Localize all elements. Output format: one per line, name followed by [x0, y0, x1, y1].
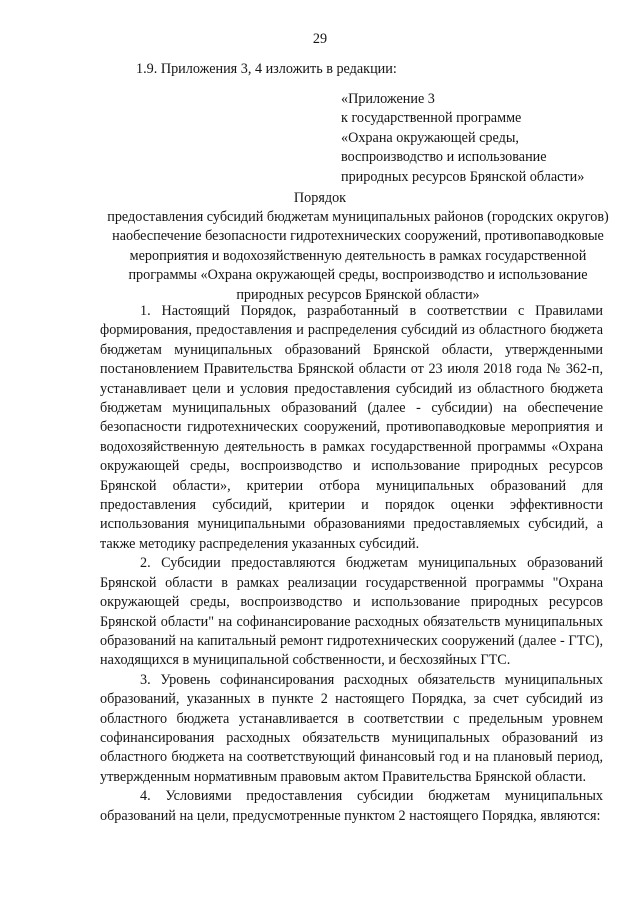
document-subtitle: предоставления субсидий бюджетам муниципальных районов (городских округов) наобеспечение безопасности гидротехнических сооружений, противопаводковые мероприятия и водохозяйственную деятельность в рамках государственной программы «Охрана окружающей среды, воспроизводство и использование природных ресурсов Брянской области» [107, 209, 609, 303]
paragraph: 1. Настоящий Порядок, разработанный в соответствии с Правилами формирования, предоставления и распределения субсидий из областного бюджета бюджетам муниципальных образований Брянской области, утвержденными постановлением Правительства Брянской области от 23 июля 2018 года № 362-п, устанавливает цели и условия предоставления субсидий из областного бюджета бюджетам муниципальных образований (далее - субсидии) на обеспечение безопасности гидротехнических сооружений, противопаводковые мероприятия и водохозяйственную деятельность в рамках государственной программы «Охрана окружающей среды, воспроизводство и использование природных ресурсов Брянской области», критерии отбора муниципальных образований для предоставления субсидий, критерии и порядок оценки эффективности использования муниципальными образованиями предоставляемых субсидий, а также методику распределения указанных субсидий. [100, 303, 603, 552]
annex-header [341, 90, 631, 187]
annex-line: к государственной программе [341, 110, 522, 127]
amendment-intro: 1.9. Приложения 3, 4 изложить в редакции: [136, 61, 397, 77]
annex-line: воспроизводство и использование [341, 149, 547, 166]
document-body [100, 302, 603, 826]
annex-line: природных ресурсов Брянской области» [341, 168, 585, 185]
paragraph: 3. Уровень софинансирования расходных обязательств муниципальных образований, указанных в пункте 2 настоящего Порядка, за счет субсидий из областного бюджета устанавливается в соответствии с предельным уровнем софинансирования расходных обязательств муниципальных образований из областного бюджета на соответствующий финансовый год и на плановый период, утвержденным нормативным правовым актом Правительства Брянской области. [100, 671, 603, 785]
annex-line: «Охрана окружающей среды, [341, 129, 519, 146]
annex-line: «Приложение 3 [341, 91, 435, 107]
page-number: 29 [312, 31, 328, 47]
paragraph: 4. Условиями предоставления субсидии бюджетам муниципальных образований на цели, предусмотренные пунктом 2 настоящего Порядка, являются: [100, 788, 603, 824]
paragraph: 2. Субсидии предоставляются бюджетам муниципальных образований Брянской области в рамках реализации государственной программы "Охрана окружающей среды, воспроизводство и использование природных ресурсов Брянской области" на софинансирование расходных обязательств муниципальных образований на капитальный ремонт гидротехнических сооружений (далее - ГТС), находящихся в муниципальной собственности, и бесхозяйных ГТС. [100, 555, 603, 669]
document-title: Порядок [293, 190, 347, 206]
